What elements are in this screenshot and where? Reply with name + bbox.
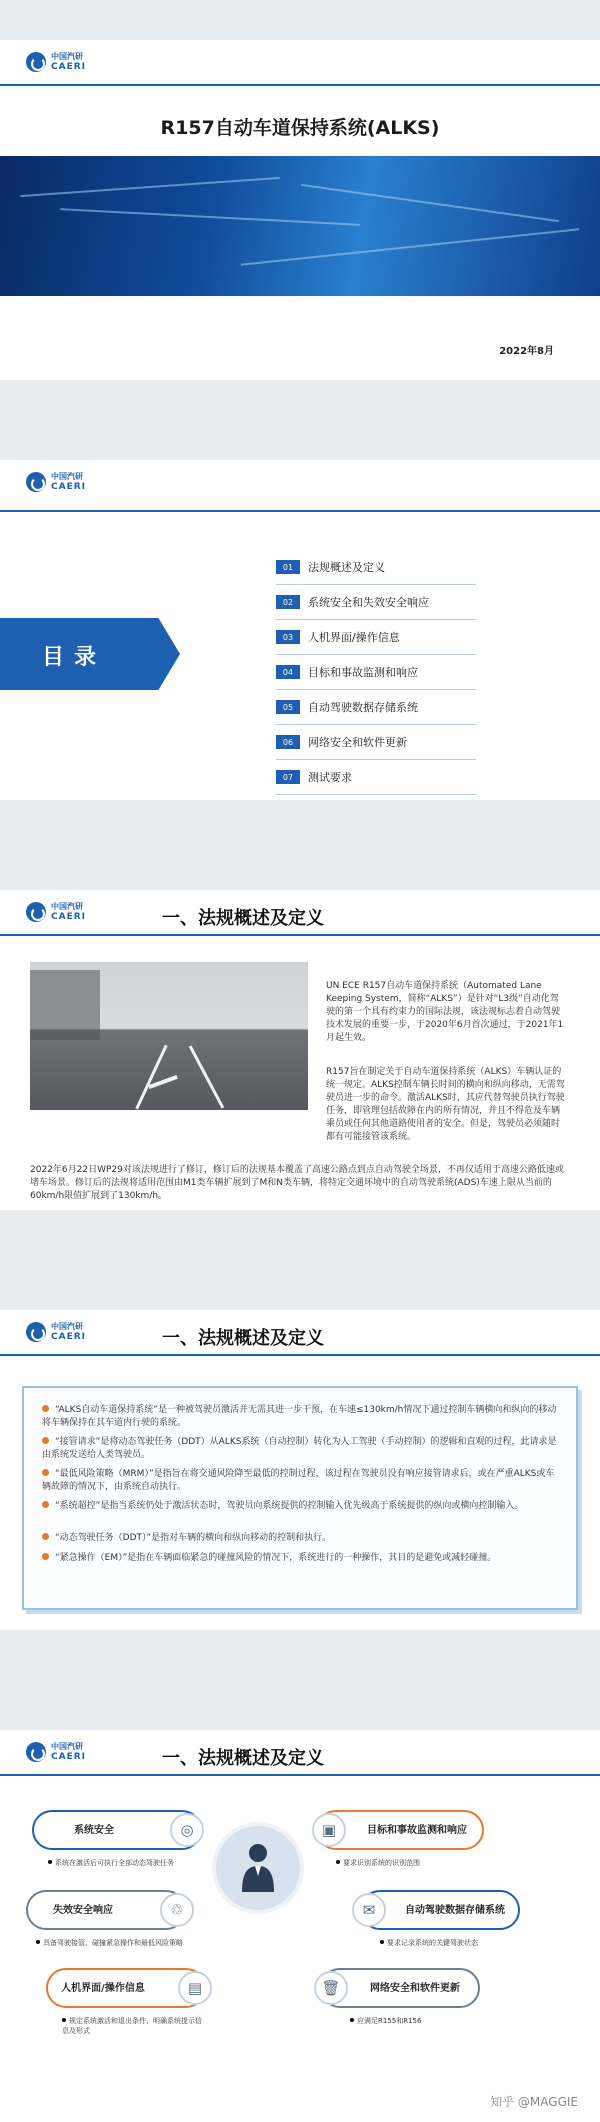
toc-item[interactable]: 03 人机界面/操作信息 <box>276 620 476 655</box>
recycle-icon: ♲ <box>160 1893 194 1927</box>
overview-slide <box>0 890 600 1210</box>
bullet-icon <box>42 1405 49 1412</box>
card-system-safety: 系统安全 ◎ <box>32 1810 202 1850</box>
card-dssad: ✉ 自动驾驶数据存储系统 <box>360 1890 520 1930</box>
definitions-box <box>22 1386 578 1610</box>
card-note: 规定系统激活和退出条件、明确系统提示信息及形式 <box>62 2017 202 2035</box>
caeri-logo: 中国汽研 CAERI <box>26 1322 86 1342</box>
toc-item[interactable]: 01 法规概述及定义 <box>276 550 476 585</box>
card-note: 系统在激活后可执行全部动态驾驶任务 <box>48 1858 174 1868</box>
card-cyber: 🗑 网络安全和软件更新 <box>320 1968 480 2008</box>
header-rule <box>0 510 600 512</box>
bullet-icon <box>42 1469 49 1476</box>
card-note: 要求识别系统的识别范围 <box>336 1858 420 1868</box>
definition-item: “紧急操作（EM）”是指在车辆面临紧急的碰撞风险的情况下，系统进行的一种操作，其目的是避免或减轻碰撞。 <box>42 1552 562 1565</box>
overview-para-3: 2022年6月22日WP29对该法规进行了修订，修订后的法规基本覆盖了高速公路点到点自动驾驶全场景，不再仅适用于高速公路低速或堵车场景。修订后的法规将适用范围由M1类车辆扩展到了M和N类车辆，将特定交通环境中的自动驾驶系统(ADS)车速上限从当前的60km/h限值扩展到了130km/h。 <box>30 1165 564 1201</box>
highway-photo <box>30 962 308 1110</box>
logo-cn-text: 中国汽研 <box>51 51 83 61</box>
toc-item[interactable]: 06 网络安全和软件更新 <box>276 725 476 760</box>
person-icon <box>240 1842 276 1892</box>
definition-item: “接管请求”是将动态驾驶任务（DDT）从ALKS系统（自动控制）转化为人工驾驶（手动控制）的逻辑和直观的过程，此请求是由系统发送给人类驾驶员。 <box>42 1437 557 1460</box>
caeri-logo: 中国汽研 CAERI <box>26 902 86 922</box>
card-object-event: ▣ 目标和事故监测和响应 <box>316 1810 484 1850</box>
definition-item: “系统超控”是指当系统仍处于激活状态时，驾驶员向系统提供的控制输入优先级高于系统提供的纵向或横向控制输入。 <box>42 1500 562 1513</box>
overview-para-1: UN ECE R157自动车道保持系统（Automated Lane Keeping System，简称“ALKS”）是针对“L3级”自动化驾驶的第一个具有约束力的国际法规，该法规标志着自动驾驶技术发展的重要一步，于2020年6月首次通过，于2021年1月起生效。 <box>326 981 564 1043</box>
definition-item: “最低风险策略（MRM）”是指旨在将交通风险降至最低的控制过程，该过程在驾驶员没有响应接管请求后，或在严重ALKS或车辆故障的情况下，由系统自动执行。 <box>42 1469 555 1492</box>
toc-item[interactable]: 04 目标和事故监测和响应 <box>276 655 476 690</box>
hero-car-image <box>0 156 600 296</box>
caeri-logo-icon <box>26 1742 46 1762</box>
cover-title: R157自动车道保持系统(ALKS) <box>160 117 440 139</box>
toc-list <box>276 550 476 795</box>
caeri-logo-icon <box>26 902 46 922</box>
toc-item[interactable]: 05 自动驾驶数据存储系统 <box>276 690 476 725</box>
section-title: 一、法规概述及定义 <box>162 908 324 929</box>
toc-slide <box>0 460 600 800</box>
header-rule <box>0 1354 600 1356</box>
cover-date: 2022年8月 <box>499 346 554 357</box>
overview-para-2: R157旨在制定关于自动车道保持系统（ALKS）车辆认证的统一规定。ALKS控制车辆长时间的横向和纵向移动，无需驾驶员进一步的命令。激活ALKS时，其应代替驾驶员执行驾驶任务，即管理包括故障在内的所有情况，并且不得危及车辆乘员或任何其他道路使用者的安全。但是，驾驶员必须随时都有可能接管该系统。 <box>326 1067 565 1142</box>
definition-item: “动态驾驶任务（DDT）”是指对车辆的横向和纵向移动的控制和执行。 <box>42 1532 562 1545</box>
globe-icon: ◎ <box>170 1813 204 1847</box>
toc-item[interactable]: 07 测试要求 <box>276 760 476 795</box>
document-icon: ▤ <box>178 1971 212 2005</box>
section-title: 一、法规概述及定义 <box>162 1748 324 1769</box>
header-rule <box>0 84 600 86</box>
envelope-icon: ✉ <box>352 1893 386 1927</box>
bullet-icon <box>42 1533 49 1540</box>
caeri-logo: 中国汽研 CAERI <box>26 472 86 492</box>
bullet-icon <box>42 1501 49 1508</box>
clipboard-icon: ▣ <box>312 1813 346 1847</box>
trash-icon: 🗑 <box>314 1971 348 2005</box>
bullet-icon <box>42 1553 49 1560</box>
bullet-icon <box>42 1437 49 1444</box>
caeri-logo-icon <box>26 1322 46 1342</box>
card-note: 要求记录系统的关键驾驶状态 <box>380 1938 478 1948</box>
caeri-logo-icon <box>26 472 46 492</box>
caeri-logo: 中国汽研 CAERI <box>26 1742 86 1762</box>
caeri-logo <box>26 52 86 72</box>
definition-item: “ALKS自动车道保持系统”是一种被驾驶员激活并无需其进一步干预，在车速≤130km/h情况下通过控制车辆横向和纵向的移动将车辆保持在其车道内行驶的系统。 <box>42 1405 557 1428</box>
cover-slide <box>0 40 600 380</box>
framework-slide <box>0 1730 600 2122</box>
section-title: 一、法规概述及定义 <box>162 1328 324 1349</box>
header-rule <box>0 934 600 936</box>
watermark: 知乎 @MAGGIE <box>490 2095 578 2109</box>
logo-en-text: CAERI <box>51 61 86 72</box>
card-note: 具备驾驶接管、碰撞紧急操作和最低风险策略 <box>36 1938 183 1948</box>
caeri-logo-icon <box>26 52 46 72</box>
card-note: 应满足R155和R156 <box>350 2016 421 2026</box>
card-hmi: 人机界面/操作信息 ▤ <box>46 1968 206 2008</box>
definitions-slide <box>0 1310 600 1630</box>
toc-heading: 目录 <box>42 645 107 670</box>
header-rule <box>0 1774 600 1776</box>
toc-item[interactable]: 02 系统安全和失效安全响应 <box>276 585 476 620</box>
card-fail-safe: 失效安全响应 ♲ <box>26 1890 186 1930</box>
